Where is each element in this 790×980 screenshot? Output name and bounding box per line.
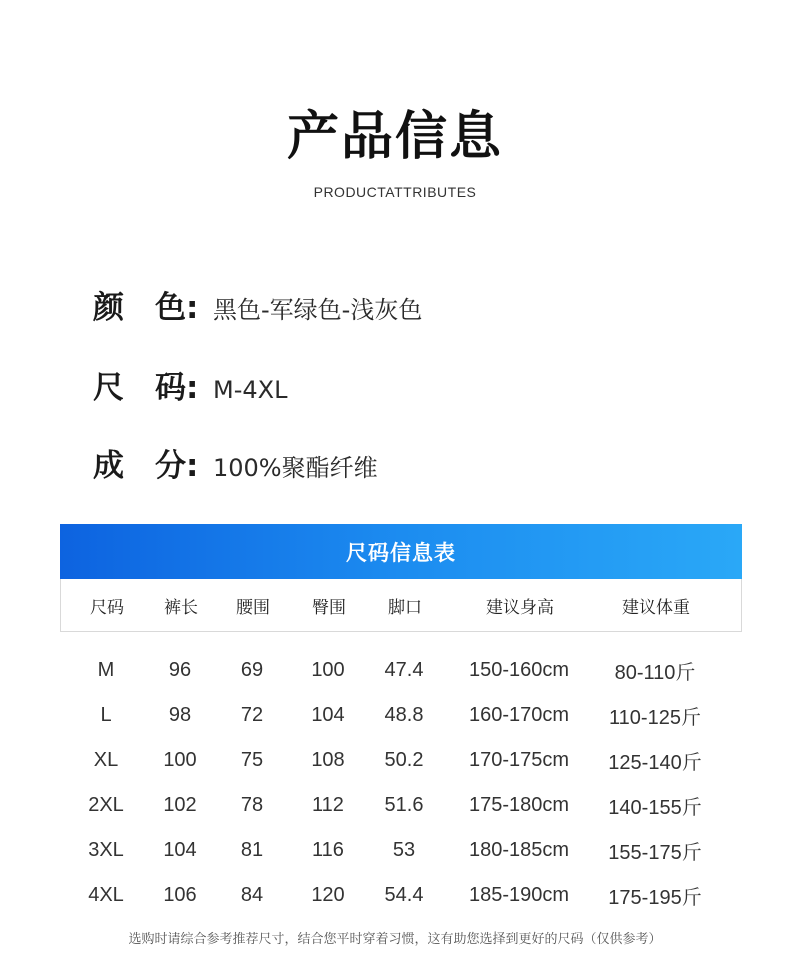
size-table <box>60 524 742 918</box>
attribute-size <box>93 362 288 406</box>
table-row <box>60 738 742 783</box>
table-cell: 120 <box>311 884 345 906</box>
table-cell: 125-140斤 <box>608 752 702 774</box>
size-advice-note: 选购时请综合参考推荐尺寸，结合您平时穿着习惯，这有助您选择到更好的尺码（仅供参考） <box>128 932 662 947</box>
table-row <box>60 783 742 828</box>
table-cell: 106 <box>163 884 197 906</box>
table-cell: 175-195斤 <box>608 887 702 909</box>
table-cell: 81 <box>240 839 264 861</box>
attribute-color <box>93 282 423 326</box>
table-cell: 155-175斤 <box>608 842 702 864</box>
table-cell: 116 <box>312 839 344 861</box>
attribute-label: 尺 码: <box>93 370 199 406</box>
attribute-value: 100%聚酯纤维 <box>213 454 378 482</box>
table-cell: 150-160cm <box>468 659 570 681</box>
table-cell: XL <box>93 749 119 771</box>
size-table-header <box>60 579 742 632</box>
table-cell: 160-170cm <box>468 704 570 726</box>
table-cell: 110-125斤 <box>609 707 701 729</box>
table-cell: 100 <box>311 659 345 681</box>
table-cell: 78 <box>240 794 264 816</box>
table-cell: 84 <box>240 884 264 906</box>
table-cell: 98 <box>168 704 192 726</box>
header-cell: 裤长 <box>164 597 198 618</box>
page-subtitle: PRODUCTATTRIBUTES <box>313 184 477 200</box>
table-cell: 180-185cm <box>468 839 570 861</box>
table-cell: 108 <box>311 749 345 771</box>
table-cell: 48.8 <box>384 704 424 726</box>
attribute-value: 黑色-军绿色-浅灰色 <box>213 296 423 324</box>
page-title: 产品信息 <box>286 107 503 167</box>
table-cell: 100 <box>163 749 197 771</box>
header-cell: 腰围 <box>236 597 270 618</box>
attribute-label: 颜 色: <box>93 290 199 326</box>
table-cell: M <box>97 659 115 681</box>
table-cell: L <box>100 704 112 726</box>
table-row <box>60 873 742 918</box>
table-cell: 54.4 <box>384 884 424 906</box>
table-cell: 185-190cm <box>468 884 570 906</box>
table-cell: 104 <box>163 839 197 861</box>
table-row <box>60 648 742 693</box>
table-cell: 51.6 <box>384 794 424 816</box>
table-cell: 140-155斤 <box>608 797 702 819</box>
header-cell: 臀围 <box>312 597 346 618</box>
table-cell: 69 <box>240 659 264 681</box>
table-cell: 75 <box>240 749 264 771</box>
table-row <box>60 693 742 738</box>
table-cell: 4XL <box>88 884 124 906</box>
table-cell: 2XL <box>88 794 124 816</box>
table-cell: 170-175cm <box>468 749 570 771</box>
table-cell: 175-180cm <box>468 794 570 816</box>
attribute-material <box>93 440 378 484</box>
table-cell: 112 <box>312 794 344 816</box>
table-cell: 72 <box>240 704 264 726</box>
table-row <box>60 828 742 873</box>
header-cell: 建议身高 <box>486 597 554 618</box>
attribute-value: M-4XL <box>213 376 288 404</box>
size-table-body <box>60 648 742 918</box>
table-cell: 102 <box>163 794 197 816</box>
size-table-title: 尺码信息表 <box>60 524 742 579</box>
table-cell: 104 <box>311 704 345 726</box>
header-cell: 建议体重 <box>622 597 690 618</box>
table-cell: 50.2 <box>384 749 424 771</box>
attribute-label: 成 分: <box>93 448 199 484</box>
table-cell: 96 <box>168 659 192 681</box>
header-cell: 尺码 <box>90 597 124 618</box>
header-cell: 脚口 <box>388 597 422 618</box>
table-cell: 80-110斤 <box>614 662 696 684</box>
table-cell: 3XL <box>88 839 124 861</box>
table-cell: 53 <box>392 839 416 861</box>
table-cell: 47.4 <box>384 659 424 681</box>
